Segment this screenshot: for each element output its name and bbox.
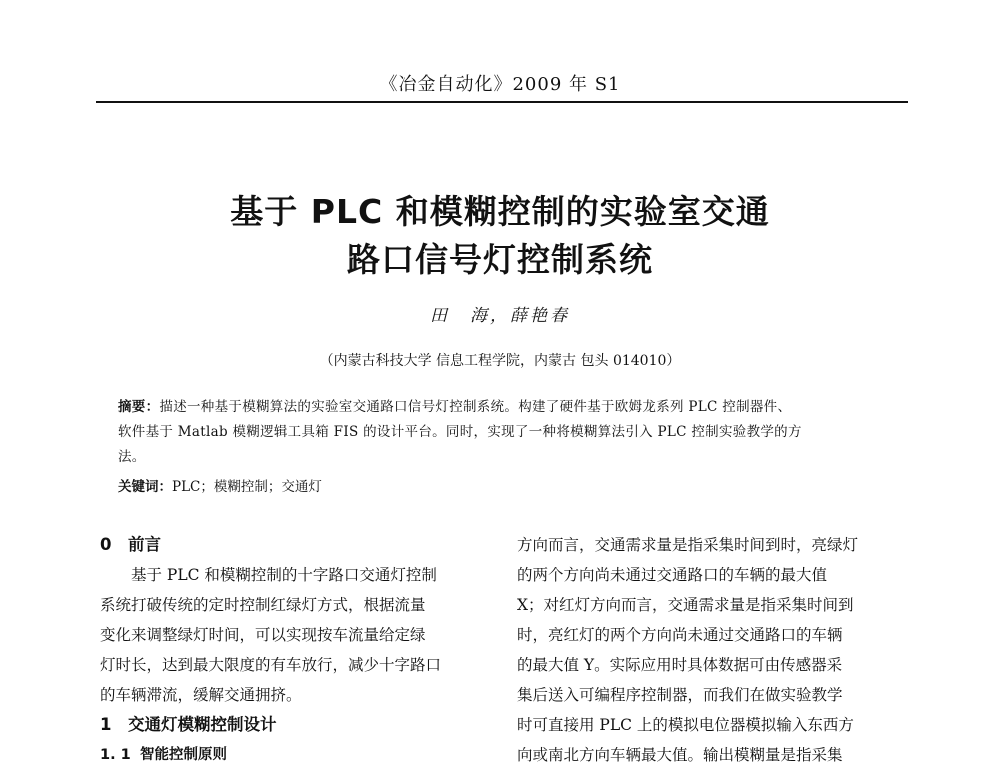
keywords-label: 关键词： — [118, 479, 172, 495]
body-line: 方向而言，交通需求量是指采集时间到时，亮绿灯 — [517, 536, 859, 554]
body-line: 向或南北方向车辆最大值。输出模糊量是指采集 — [517, 746, 843, 764]
subsection-heading-1-1: 1. 1 智能控制原则 — [100, 747, 227, 763]
body-line: 基于 PLC 和模糊控制的十字路口交通灯控制 — [131, 566, 437, 584]
journal-header: 《冶金自动化》2009 年 S1 — [379, 74, 621, 95]
abstract-label: 摘要： — [118, 399, 160, 415]
abstract — [118, 395, 888, 470]
affiliation: （内蒙古科技大学 信息工程学院，内蒙古 包头 014010） — [319, 353, 681, 369]
abstract-line: 摘要：描述一种基于模糊算法的实验室交通路口信号灯控制系统。构建了硬件基于欧姆龙系列 PLC 控制器件、 — [118, 399, 792, 415]
body-line: 灯时长，达到最大限度的有车放行，减少十字路口 — [100, 656, 442, 674]
body-line: X；对红灯方向而言，交通需求量是指采集时间到 — [517, 596, 854, 614]
body-line: 时，亮红灯的两个方向尚未通过交通路口的车辆 — [517, 626, 843, 644]
paper-title-line-1: 基于 PLC 和模糊控制的实验室交通 — [230, 192, 770, 231]
abstract-line: 法。 — [118, 449, 146, 465]
authors: 田 海，薛艳春 — [430, 306, 570, 326]
keywords-text: PLC；模糊控制；交通灯 — [172, 479, 322, 495]
right-column — [517, 530, 912, 770]
header-rule — [96, 101, 908, 103]
body-line: 变化来调整绿灯时间，可以实现按车流量给定绿 — [100, 626, 426, 644]
section-heading-0: 0 前言 — [100, 535, 161, 554]
section-heading-1: 1 交通灯模糊控制设计 — [100, 715, 277, 734]
left-column — [100, 530, 495, 770]
body-line: 的最大值 Y。实际应用时具体数据可由传感器采 — [517, 656, 843, 674]
body-line: 时可直接用 PLC 上的模拟电位器模拟输入东西方 — [517, 716, 854, 734]
body-line: 的车辆滞流，缓解交通拥挤。 — [100, 686, 302, 704]
abstract-line: 软件基于 Matlab 模糊逻辑工具箱 FIS 的设计平台。同时，实现了一种将模糊算法引入 PLC 控制实验教学的方 — [118, 424, 802, 440]
body-line: 的两个方向尚未通过交通路口的车辆的最大值 — [517, 566, 828, 584]
body-line: 集后送入可编程序控制器，而我们在做实验教学 — [517, 686, 843, 704]
keywords — [118, 475, 888, 495]
paper-title-line-2: 路口信号灯控制系统 — [347, 240, 653, 279]
body-line: 系统打破传统的定时控制红绿灯方式，根据流量 — [100, 596, 426, 614]
